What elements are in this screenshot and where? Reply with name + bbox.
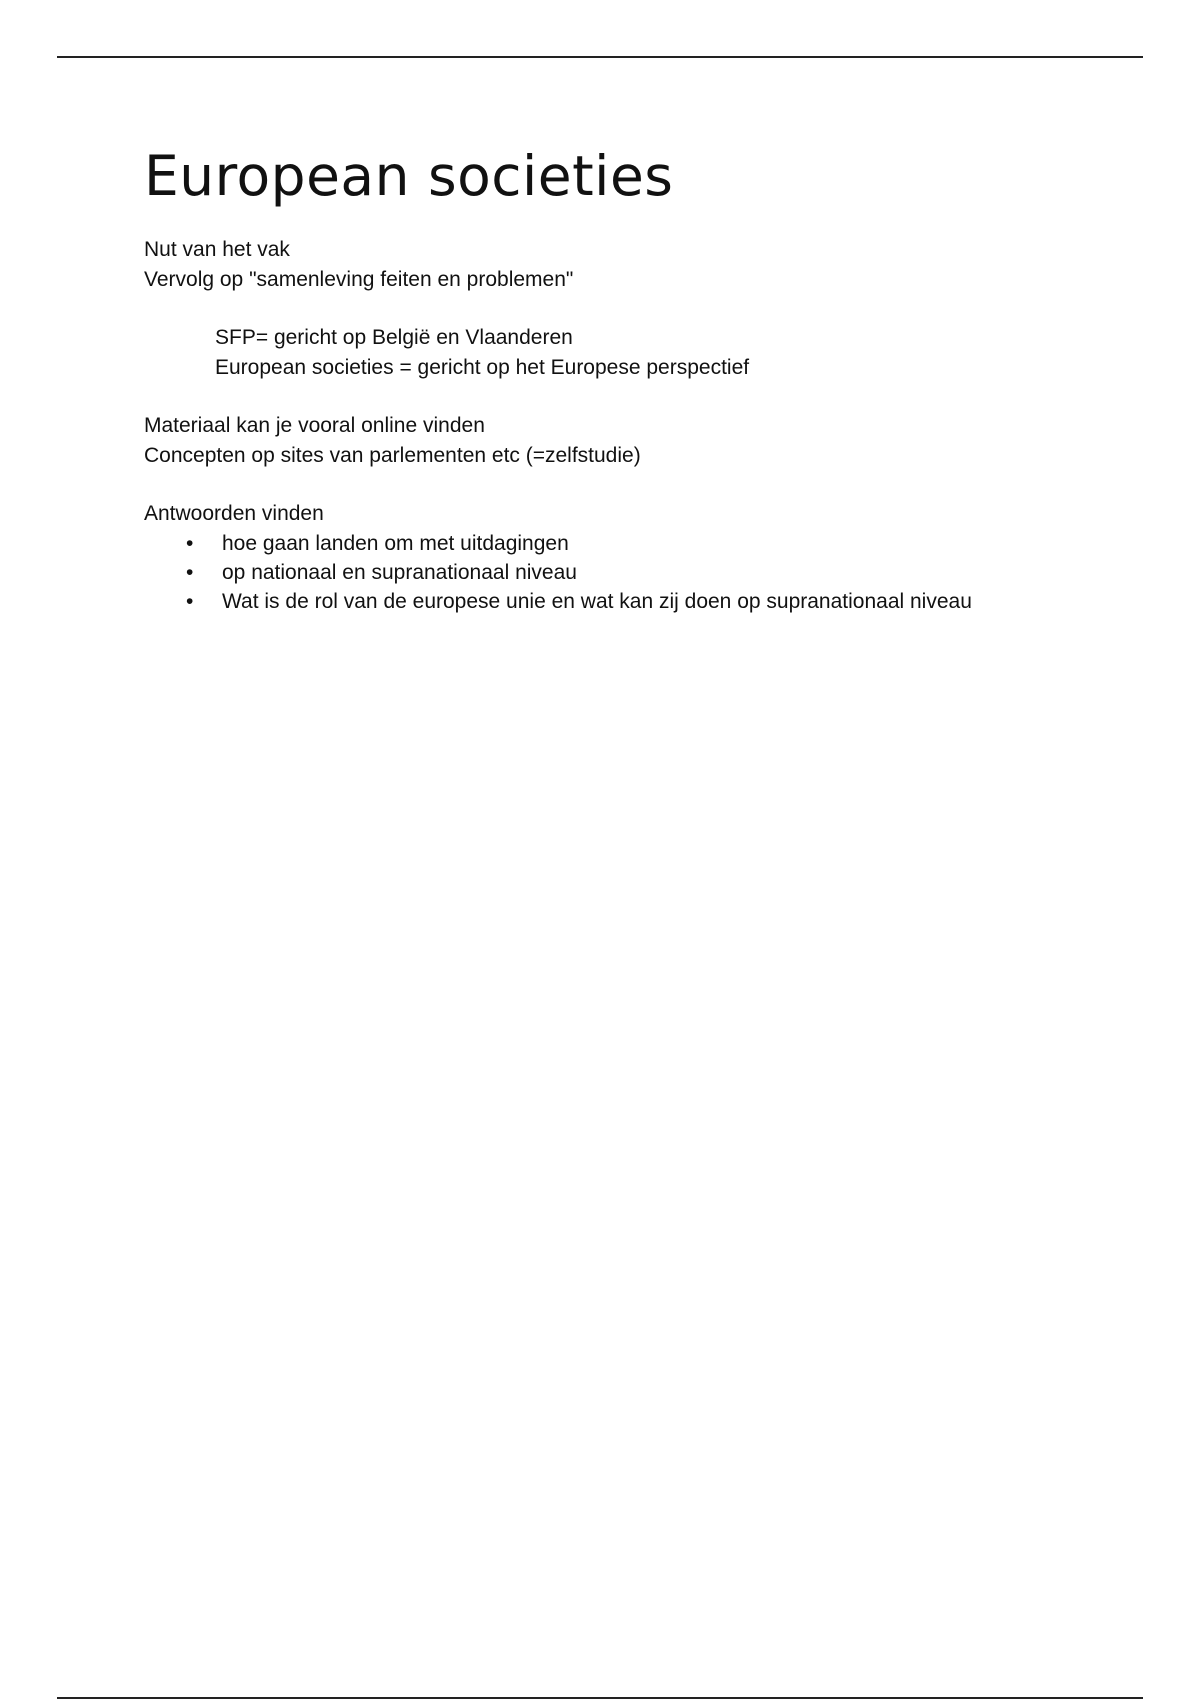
indented-block	[144, 323, 1104, 383]
spacer	[144, 471, 1104, 499]
spacer	[144, 295, 1104, 323]
text-line: European societies = gericht op het Europese perspectief	[215, 356, 750, 379]
top-rule	[57, 56, 1143, 58]
text-line: Materiaal kan je vooral online vinden	[144, 414, 485, 437]
list-item	[144, 558, 1104, 587]
text-line: Concepten op sites van parlementen etc (=zelfstudie)	[144, 444, 641, 467]
bullet-icon: •	[186, 590, 194, 613]
text-line: SFP= gericht op België en Vlaanderen	[215, 326, 573, 349]
answers-block	[144, 499, 1104, 616]
text-line: Nut van het vak	[144, 238, 290, 261]
document-body	[144, 138, 1104, 616]
intro-block	[144, 235, 1104, 295]
list-item	[144, 529, 1104, 558]
bottom-rule	[57, 1697, 1143, 1699]
bullet-list	[144, 529, 1104, 616]
bullet-icon: •	[186, 532, 194, 555]
bullet-icon: •	[186, 561, 194, 584]
material-block	[144, 411, 1104, 471]
spacer	[144, 383, 1104, 411]
text-line: Vervolg op "samenleving feiten en problemen"	[144, 268, 574, 291]
list-item	[144, 587, 1104, 616]
list-item-text: hoe gaan landen om met uitdagingen	[222, 532, 569, 555]
list-item-text: Wat is de rol van de europese unie en wat kan zij doen op supranationaal niveau	[222, 590, 972, 613]
document-title: European societies	[144, 144, 674, 208]
list-item-text: op nationaal en supranationaal niveau	[222, 561, 577, 584]
answers-heading: Antwoorden vinden	[144, 502, 324, 525]
